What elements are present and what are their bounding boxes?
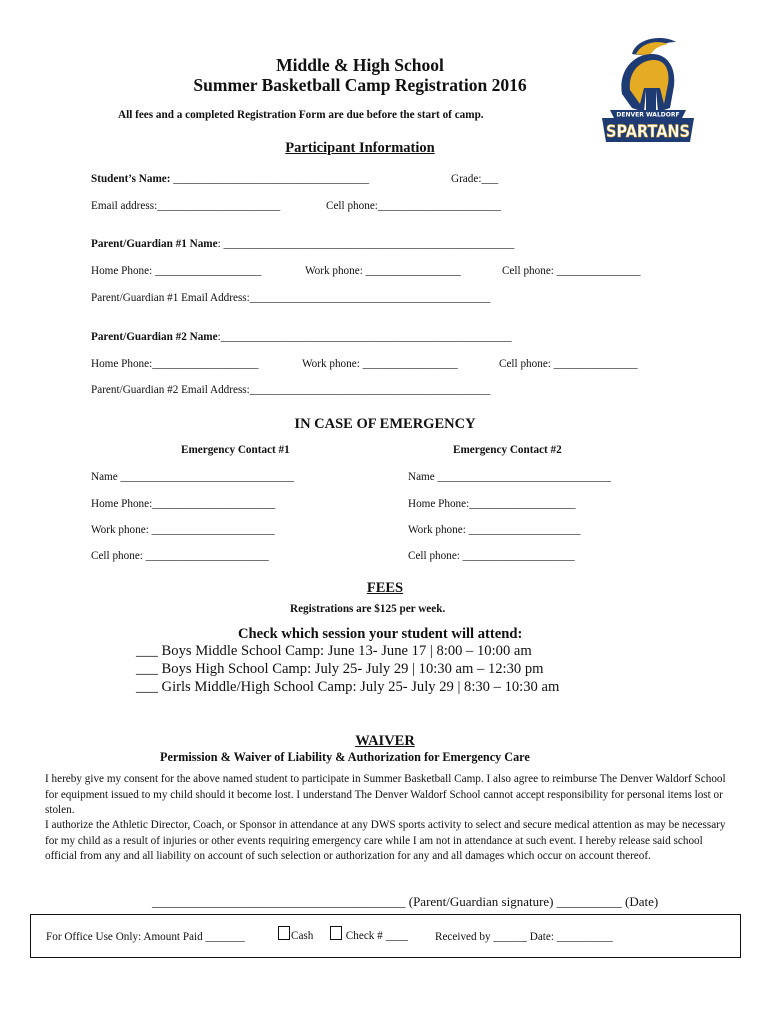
office-cash-option[interactable]: Cash [278,926,313,942]
logo-text-main: SPARTANS [606,122,690,142]
emergency-heading: IN CASE OF EMERGENCY [294,416,476,432]
sessions-heading: Check which session your student will attend: [238,626,523,642]
emergency-contact-2-heading: Emergency Contact #2 [453,444,562,456]
pg1-name-field[interactable]: Parent/Guardian #1 Name: ____________________________________________________ [91,238,515,250]
office-amount-paid[interactable]: For Office Use Only: Amount Paid _______ [46,931,245,943]
office-received-by[interactable]: Received by ______ Date: __________ [435,931,613,943]
ec2-home-field[interactable]: Home Phone:___________________ [408,498,576,510]
grade-field[interactable]: Grade:___ [451,173,499,185]
ec2-name-field[interactable]: Name _______________________________ [408,471,611,483]
pg1-home-field[interactable]: Home Phone: ___________________ [91,265,262,277]
session-boys-middle[interactable]: ___ Boys Middle School Camp: June 13- June 17 | 8:00 – 10:00 am [136,643,532,659]
ec1-name-field[interactable]: Name _______________________________ [91,471,294,483]
fees-heading: FEES [366,580,404,596]
signature-line[interactable]: _______________________________________ (Parent/Guardian signature) __________ (Date) [152,894,659,909]
session-boys-high[interactable]: ___ Boys High School Camp: July 25- July 29 | 10:30 am – 12:30 pm [136,661,544,677]
waiver-subheading: Permission & Waiver of Liability & Authorization for Emergency Care [160,750,530,764]
waiver-heading: WAIVER [355,733,415,749]
student-name-field[interactable]: Student’s Name: ___________________________________ [91,173,370,185]
cell-phone-field[interactable]: Cell phone:______________________ [326,200,501,212]
session-girls[interactable]: ___ Girls Middle/High School Camp: July 25- July 29 | 8:30 – 10:30 am [136,679,560,695]
pg2-name-field[interactable]: Parent/Guardian #2 Name:____________________________________________________ [91,331,512,343]
pg2-cell-field[interactable]: Cell phone: _______________ [499,358,638,370]
title-line-2: Summer Basketball Camp Registration 2016 [193,75,527,95]
checkbox-icon[interactable] [330,926,342,940]
participant-heading: Participant Information [285,140,435,156]
fees-notice: All fees and a completed Registration Form are due before the start of camp. [118,109,484,121]
fees-text: Registrations are $125 per week. [290,603,446,615]
ec1-home-field[interactable]: Home Phone:______________________ [91,498,276,510]
email-field[interactable]: Email address:______________________ [91,200,281,212]
ec2-work-field[interactable]: Work phone: ____________________ [408,524,581,536]
waiver-paragraph-1: I hereby give my consent for the above named student to participate in Summer Basketball Camp. I also agree to reimburse The Denver Waldorf School for equipment issued to my child should it become lost. I understand The Denver Waldorf School cannot accept responsibility for personal items lost or stolen. [45,773,726,817]
title-line-1: Middle & High School [276,55,444,75]
ec1-work-field[interactable]: Work phone: ______________________ [91,524,275,536]
checkbox-icon[interactable] [278,926,290,940]
pg2-work-field[interactable]: Work phone: _________________ [302,358,458,370]
pg1-work-field[interactable]: Work phone: _________________ [305,265,461,277]
pg2-email-field[interactable]: Parent/Guardian #2 Email Address:___________________________________________ [91,384,491,396]
pg1-email-field[interactable]: Parent/Guardian #1 Email Address:___________________________________________ [91,292,491,304]
ec1-cell-field[interactable]: Cell phone: ______________________ [91,550,269,562]
pg1-cell-field[interactable]: Cell phone: _______________ [502,265,641,277]
emergency-contact-1-heading: Emergency Contact #1 [181,444,290,456]
ec2-cell-field[interactable]: Cell phone: ____________________ [408,550,575,562]
office-check-option[interactable]: Check # ____ [330,926,408,942]
logo-text-top: DENVER WALDORF [616,111,680,119]
waiver-paragraph-2: I authorize the Athletic Director, Coach, or Sponsor in attendance at any DWS sports activity to select and secure medical attention as may be necessary for my child as a result of injuries or other events requiring emergency care while I am not in attendance at such event. I hereby release said school official from any and all liability on account of such selection or authorization for any and all damages which occur on account thereof. [45,819,726,863]
spartans-logo [596,34,700,148]
pg2-home-field[interactable]: Home Phone:___________________ [91,358,259,370]
